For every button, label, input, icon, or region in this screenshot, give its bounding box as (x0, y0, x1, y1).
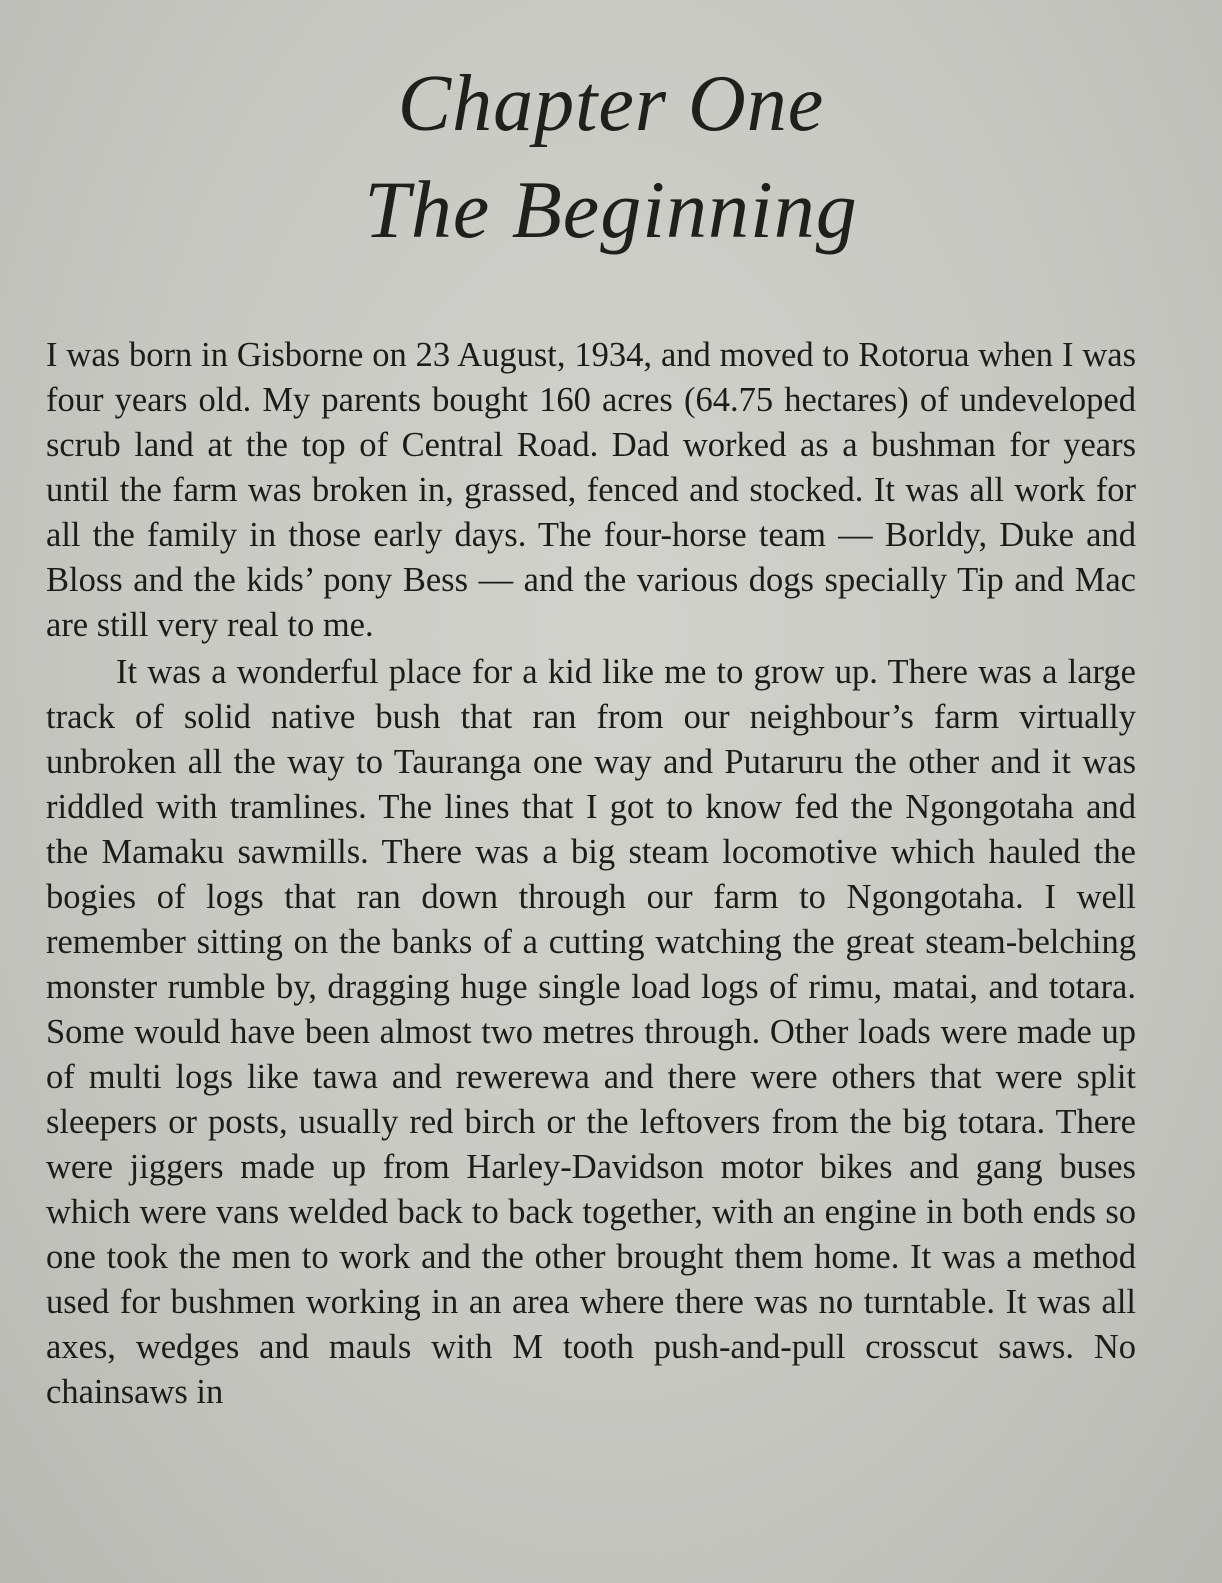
body-text (46, 333, 1136, 1415)
chapter-heading (0, 52, 1222, 262)
paragraph-1: I was born in Gisborne on 23 August, 1934, and moved to Rotorua when I was four years old. My parents bought 160 acres (64.75 hectares) of undeveloped scrub land at the top of Central Road. Dad worked as a bushman for years until the farm was broken in, grassed, fenced and stocked. It was all work for all the family in those early days. The four-horse team — Borldy, Duke and Bloss and the kids’ pony Bess — and the various dogs specially Tip and Mac are still very real to me. (46, 336, 1136, 644)
chapter-title: The Beginning (364, 164, 858, 255)
chapter-number: Chapter One (397, 60, 825, 148)
paragraph-2: It was a wonderful place for a kid like me to grow up. There was a large track of solid native bush that ran from our neighbour’s farm virtually unbroken all the way to Tauranga one way and Putaruru the other and it was riddled with tramlines. The lines that I got to know fed the Ngongotaha and the Mamaku sawmills. There was a big steam locomotive which hauled the bogies of logs that ran down through our farm to Ngongotaha. I well remember sitting on the banks of a cutting watching the great steam-belching monster rumble by, dragging huge single load logs of rimu, matai, and totara. Some would have been almost two metres through. Other loads were made up of multi logs like tawa and rewerewa and there were others that were split sleepers or posts, usually red birch or the leftovers from the big totara. There were jiggers made up from Harley-Davidson motor bikes and gang buses which were vans welded back to back together, with an engine in both ends so one took the men to work and the other brought them home. It was a method used for bushmen working in an area where there was no turntable. It was all axes, wedges and mauls with M tooth push-and-pull crosscut saws. No chainsaws in (46, 653, 1136, 1411)
